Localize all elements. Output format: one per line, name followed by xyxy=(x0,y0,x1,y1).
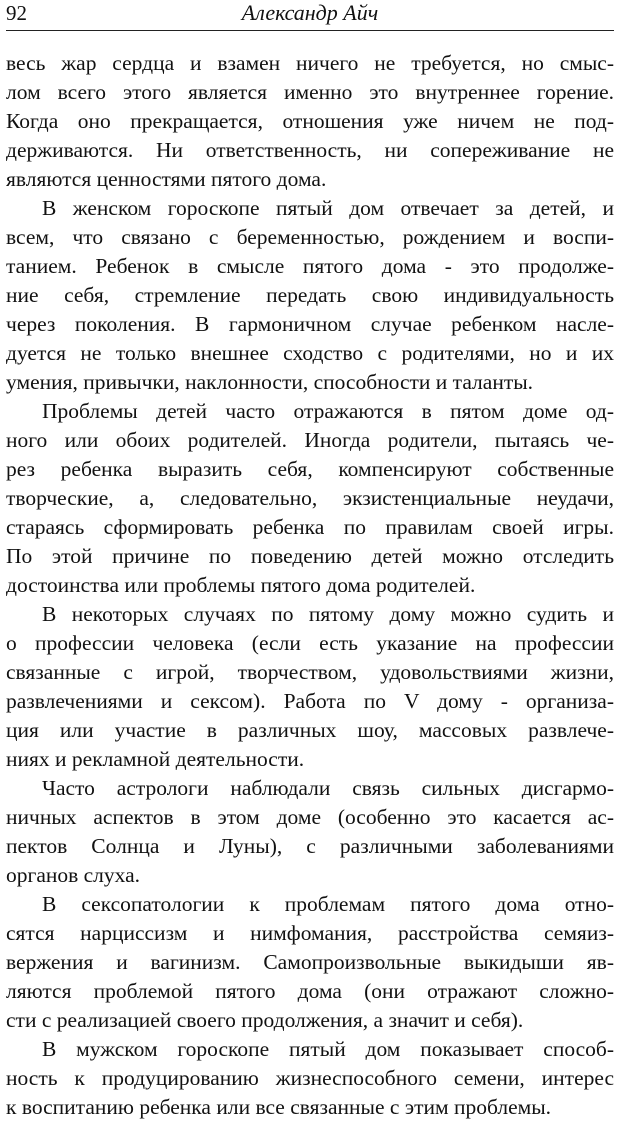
text-line: сятся нарциссизм и нимфомания, расстройства семяиз- xyxy=(6,921,614,945)
body-text xyxy=(6,49,614,1122)
text-line: всем, что связано с беременностью, рождением и воспи- xyxy=(6,225,614,249)
text-line: творческие, а, следовательно, экзистенциальные неудачи, xyxy=(6,486,614,510)
text-line: ность к продуцированию жизнеспособного семени, интерес xyxy=(6,1066,614,1090)
paragraph xyxy=(6,49,614,194)
text-line: весь жар сердца и взамен ничего не требуется, но смыс- xyxy=(6,51,614,75)
text-line: стараясь сформировать ребенка по правилам своей игры. xyxy=(6,515,614,539)
paragraph xyxy=(6,600,614,774)
text-line: танием. Ребенок в смысле пятого дома - это продолже- xyxy=(6,254,614,278)
text-line: вержения и вагинизм. Самопроизвольные выкидыши яв- xyxy=(6,950,614,974)
paragraph xyxy=(6,194,614,397)
text-line: ниях и рекламной деятельности. xyxy=(6,747,305,771)
text-line: ние себя, стремление передать свою индивидуальность xyxy=(6,283,614,307)
text-line: Часто астрологи наблюдали связь сильных дисгармо- xyxy=(42,776,614,800)
text-line: Когда оно прекращается, отношения уже ничем не под- xyxy=(6,109,614,133)
page-number: 92 xyxy=(6,1,27,25)
text-line: пектов Солнца и Луны), с различными заболеваниями xyxy=(6,834,614,858)
paragraph xyxy=(6,1035,614,1122)
paragraph xyxy=(6,774,614,890)
text-line: ция или участие в различных шоу, массовых развлече- xyxy=(6,718,614,742)
text-line: достоинства или проблемы пятого дома родителей. xyxy=(6,573,476,597)
text-line: являются ценностями пятого дома. xyxy=(6,167,327,191)
text-line: умения, привычки, наклонности, способности и таланты. xyxy=(6,370,534,394)
text-line: ного или обоих родителей. Иногда родители, пытаясь че- xyxy=(6,428,614,452)
text-line: Проблемы детей часто отражаются в пятом доме од- xyxy=(42,399,614,423)
text-line: В сексопатологии к проблемам пятого дома отно- xyxy=(42,892,614,916)
text-line: ничных аспектов в этом доме (особенно это касается ас- xyxy=(6,805,614,829)
text-line: органов слуха. xyxy=(6,863,141,887)
text-line: к воспитанию ребенка или все связанные с этим проблемы. xyxy=(6,1095,552,1119)
paragraph xyxy=(6,890,614,1035)
text-line: держиваются. Ни ответственность, ни сопереживание не xyxy=(6,138,614,162)
text-line: ляются проблемой пятого дома (они отражают сложно- xyxy=(6,979,614,1003)
running-head-author: Александр Айч xyxy=(241,0,379,25)
text-line: лом всего этого является именно это внутреннее горение. xyxy=(6,80,614,104)
text-line: рез ребенка выразить себя, компенсируют собственные xyxy=(6,457,614,481)
text-line: В мужском гороскопе пятый дом показывает способ- xyxy=(42,1037,614,1061)
text-line: дуется не только внешнее сходство с родителями, но и их xyxy=(6,341,614,365)
text-line: через поколения. В гармоничном случае ребенком насле- xyxy=(6,312,614,336)
text-line: По этой причине по поведению детей можно отследить xyxy=(6,544,614,568)
paragraph xyxy=(6,397,614,600)
text-line: В некоторых случаях по пятому дому можно судить и xyxy=(42,602,614,626)
text-line: развлечениями и сексом). Работа по V дому - организа- xyxy=(6,689,614,713)
text-line: о профессии человека (если есть указание на профессии xyxy=(6,631,614,655)
text-line: связанные с игрой, творчеством, удовольствиями жизни, xyxy=(6,660,614,684)
text-line: сти с реализацией своего продолжения, а значит и себя). xyxy=(6,1008,524,1032)
text-line: В женском гороскопе пятый дом отвечает за детей, и xyxy=(42,196,614,220)
page-header xyxy=(6,0,614,31)
